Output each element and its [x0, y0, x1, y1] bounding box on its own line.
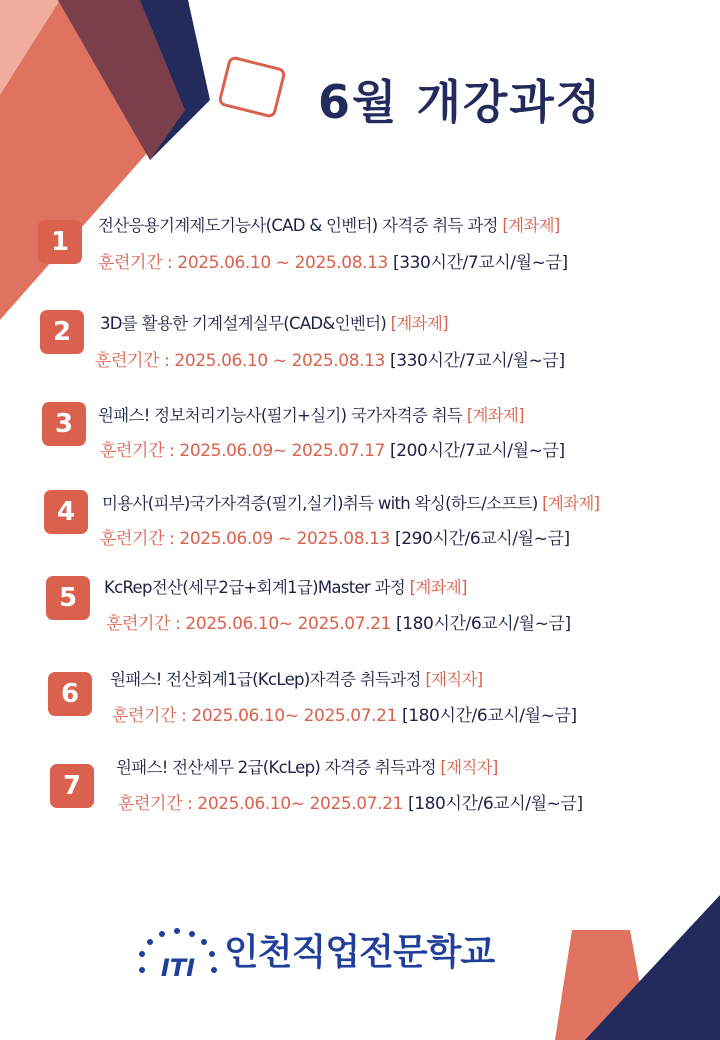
course-item	[0, 574, 720, 638]
training-period: 훈련기간 : 2025.06.10 ~ 2025.08.13	[95, 351, 385, 371]
course-number-badge: 5	[46, 576, 90, 620]
course-tag: [재직자]	[440, 758, 498, 777]
course-tag: [계좌제]	[390, 314, 448, 333]
course-schedule-line	[112, 701, 577, 726]
course-schedule-line	[98, 248, 568, 273]
title-square-icon	[219, 57, 285, 117]
course-name: 전산응용기계제도기능사(CAD & 인벤터) 자격증 취득 과정	[98, 216, 498, 235]
training-period: 훈련기간 : 2025.06.09 ~ 2025.08.13	[100, 529, 390, 549]
course-title-line	[116, 754, 498, 778]
course-item	[0, 310, 720, 374]
training-period: 훈련기간 : 2025.06.10~ 2025.07.21	[118, 794, 403, 814]
course-name: KcRep전산(세무2급+회계1급)Master 과정	[104, 578, 406, 597]
course-number-badge: 2	[40, 310, 84, 354]
course-item	[0, 666, 720, 730]
course-tag: [계좌제]	[542, 494, 600, 513]
course-number-badge: 3	[42, 402, 86, 446]
training-hours: [330시간/7교시/월~금]	[389, 351, 565, 371]
course-schedule-line	[95, 346, 565, 371]
course-name: 원패스! 전산세무 2급(KcLep) 자격증 취득과정	[116, 758, 436, 777]
training-hours: [290시간/6교시/월~금]	[394, 529, 570, 549]
page-title: 6월 개강과정	[318, 75, 603, 129]
course-schedule-line	[100, 436, 565, 461]
course-title-line	[98, 212, 560, 236]
course-item	[0, 754, 720, 818]
course-schedule-line	[106, 609, 571, 634]
school-logo	[132, 920, 532, 980]
course-title-line	[102, 490, 599, 514]
course-tag: [재직자]	[425, 670, 483, 689]
course-title-line	[104, 574, 467, 598]
course-title-line	[100, 310, 448, 334]
course-number-badge: 7	[50, 764, 94, 808]
training-hours: [180시간/6교시/월~금]	[401, 706, 577, 726]
training-hours: [180시간/6교시/월~금]	[407, 794, 583, 814]
training-period: 훈련기간 : 2025.06.10~ 2025.07.21	[106, 614, 391, 634]
course-number-badge: 6	[48, 672, 92, 716]
course-title-line	[98, 402, 524, 426]
course-name: 3D를 활용한 기계설계실무(CAD&인벤터)	[100, 314, 387, 333]
logo-mark: ITI	[160, 954, 196, 980]
training-hours: [200시간/7교시/월~금]	[389, 441, 565, 461]
course-item	[0, 212, 720, 276]
course-name: 원패스! 전산회계1급(KcLep)자격증 취득과정	[110, 670, 421, 689]
training-hours: [180시간/6교시/월~금]	[395, 614, 571, 634]
course-item	[0, 402, 720, 466]
course-item	[0, 490, 720, 554]
course-name: 미용사(피부)국가자격증(필기,실기)취득 with 왁싱(하드/소프트)	[102, 494, 538, 513]
course-schedule-line	[100, 524, 570, 549]
course-name: 원패스! 정보처리기능사(필기+실기) 국가자격증 취득	[98, 406, 463, 425]
course-number-badge: 1	[38, 220, 82, 264]
course-number-badge: 4	[44, 490, 88, 534]
course-title-line	[110, 666, 483, 690]
course-tag: [계좌제]	[466, 406, 524, 425]
course-tag: [계좌제]	[502, 216, 560, 235]
training-period: 훈련기간 : 2025.06.09~ 2025.07.17	[100, 441, 385, 461]
course-tag: [계좌제]	[409, 578, 467, 597]
training-hours: [330시간/7교시/월~금]	[392, 253, 568, 273]
school-name: 인천직업전문학교	[224, 932, 495, 973]
training-period: 훈련기간 : 2025.06.10~ 2025.07.21	[112, 706, 397, 726]
training-period: 훈련기간 : 2025.06.10 ~ 2025.08.13	[98, 253, 388, 273]
course-schedule-line	[118, 789, 583, 814]
iti-logo-icon	[132, 920, 224, 980]
